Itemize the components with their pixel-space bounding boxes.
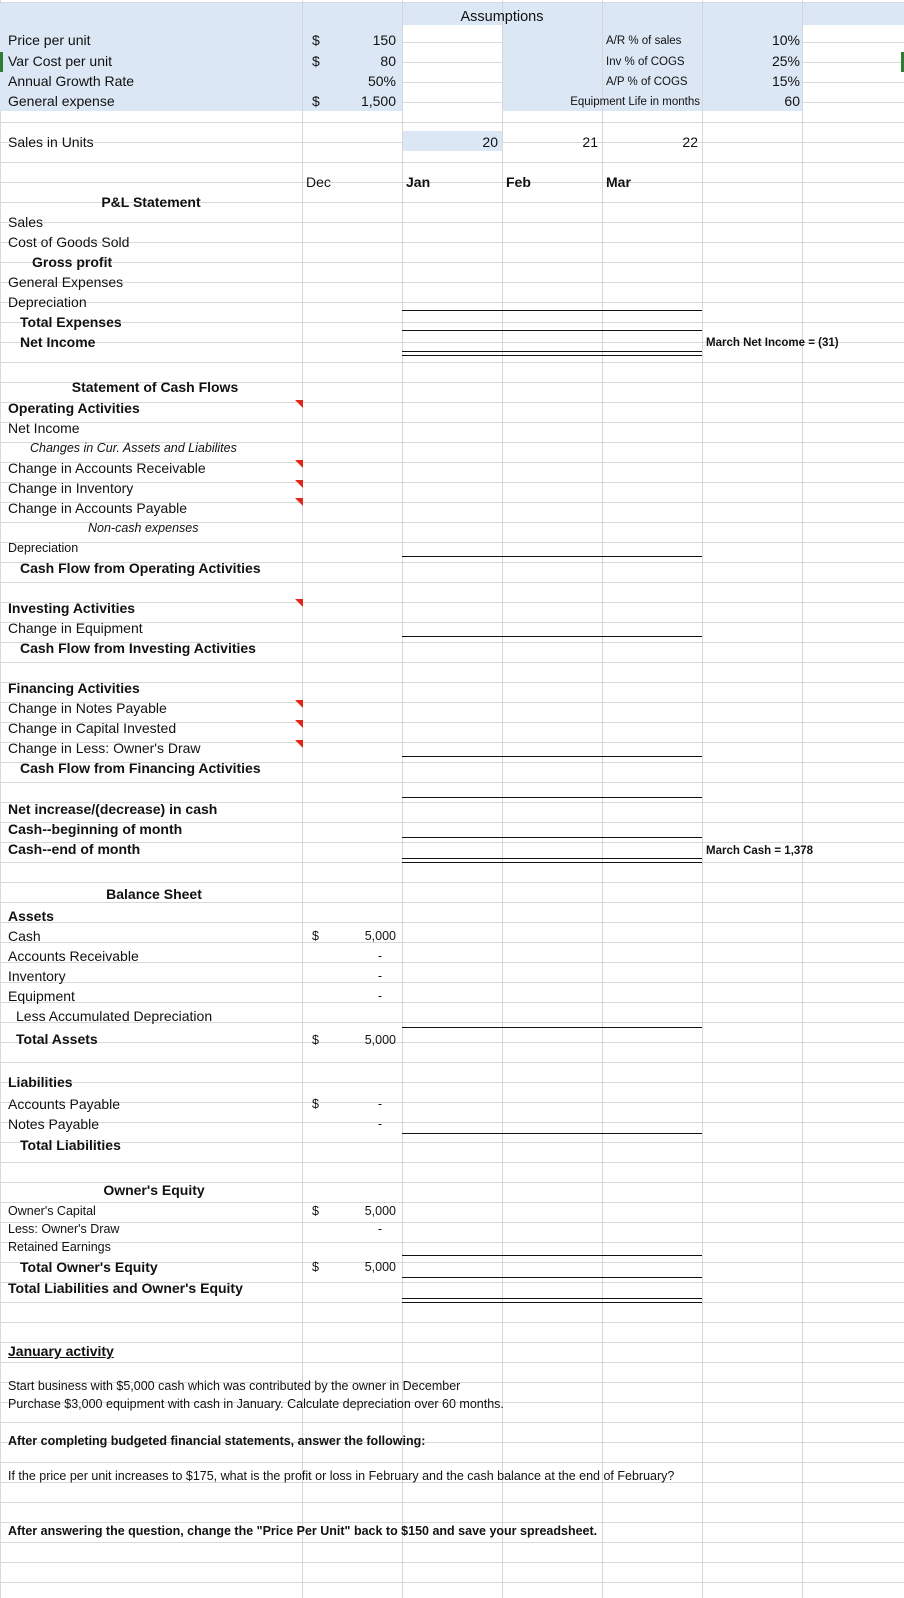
cf-cash-end: Cash--end of month (8, 841, 141, 857)
cf-operating-total: Cash Flow from Operating Activities (20, 560, 261, 576)
bs-inventory-value[interactable]: - (377, 969, 382, 983)
cf-depreciation: Depreciation (8, 541, 79, 555)
comment-marker-ap[interactable] (295, 498, 303, 506)
bs-equity-rule (402, 1255, 702, 1256)
bs-notes-value[interactable]: - (377, 1117, 382, 1131)
genexp-label: General expense (8, 93, 115, 109)
cf-net-income: Net Income (8, 420, 80, 436)
cf-change-ap: Change in Accounts Payable (8, 500, 188, 516)
bs-ar-value[interactable]: - (377, 949, 382, 963)
bs-total-assets-value[interactable]: 5,000 (364, 1033, 396, 1047)
january-activity-heading: January activity (8, 1343, 114, 1359)
price-currency: $ (312, 32, 320, 48)
pl-total-rule (402, 330, 702, 331)
pl-total-expenses: Total Expenses (20, 314, 122, 330)
bs-accum-depr-label: Less Accumulated Depreciation (16, 1008, 213, 1024)
cf-financing: Financing Activities (8, 680, 140, 696)
sales-units-label: Sales in Units (8, 134, 94, 150)
bs-le-double-rule (402, 1298, 702, 1303)
assumptions-title: Assumptions (460, 9, 544, 25)
genexp-value[interactable]: 1,500 (360, 93, 396, 109)
bs-total-equity-label: Total Owner's Equity (20, 1259, 158, 1275)
bs-assets-rule (402, 1027, 702, 1028)
sales-units-mar[interactable]: 22 (682, 134, 698, 150)
ar-pct-label: A/R % of sales (606, 35, 682, 47)
bs-total-le-label: Total Liabilities and Owner's Equity (8, 1280, 243, 1296)
cf-change-equipment: Change in Equipment (8, 620, 143, 636)
sales-units-feb[interactable]: 21 (582, 134, 598, 150)
final-instruction: After answering the question, change the "Price Per Unit" back to $150 and save your spreadsheet. (8, 1524, 598, 1538)
cf-investing: Investing Activities (8, 600, 136, 616)
pl-title: P&L Statement (101, 194, 201, 210)
bs-liabilities-rule (402, 1133, 702, 1134)
month-dec: Dec (306, 174, 331, 190)
bs-total-assets-currency: $ (312, 1033, 319, 1047)
bs-capital-value[interactable]: 5,000 (364, 1204, 396, 1218)
bs-total-assets-label: Total Assets (16, 1031, 98, 1047)
cf-change-notes: Change in Notes Payable (8, 700, 167, 716)
sales-units-jan[interactable]: 20 (482, 134, 498, 150)
month-feb: Feb (506, 174, 531, 190)
varcost-value[interactable]: 80 (380, 53, 396, 69)
cf-investing-rule (402, 636, 702, 637)
comment-marker-ar[interactable] (295, 460, 303, 468)
varcost-label: Var Cost per unit (8, 53, 113, 69)
comment-marker-draw[interactable] (295, 740, 303, 748)
comment-marker-inventory[interactable] (295, 480, 303, 488)
pl-subtotal-rule (402, 310, 702, 311)
bs-title: Balance Sheet (106, 886, 202, 902)
cf-changes-header: Changes in Cur. Assets and Liabilites (30, 441, 237, 455)
price-question: If the price per unit increases to $175, what is the profit or loss in February and the cash balance at the end of February? (8, 1469, 675, 1483)
cf-financing-total: Cash Flow from Financing Activities (20, 760, 261, 776)
equip-life-label: Equipment Life in months (570, 96, 700, 108)
march-net-income-note: March Net Income = (31) (706, 337, 839, 349)
bs-liabilities: Liabilities (8, 1074, 73, 1090)
bs-equity-title: Owner's Equity (103, 1182, 205, 1198)
cf-net-change: Net increase/(decrease) in cash (8, 801, 218, 817)
cf-financing-rule (402, 756, 702, 757)
march-cash-note: March Cash = 1,378 (706, 845, 814, 857)
bs-assets: Assets (8, 908, 54, 924)
cf-cash-begin: Cash--beginning of month (8, 821, 183, 837)
bs-equipment-label: Equipment (8, 988, 75, 1004)
cf-net-rule (402, 797, 702, 798)
cf-investing-total: Cash Flow from Investing Activities (20, 640, 256, 656)
month-jan: Jan (406, 174, 431, 190)
cf-title: Statement of Cash Flows (71, 379, 239, 395)
bs-inventory-label: Inventory (8, 968, 66, 984)
genexp-currency: $ (312, 93, 320, 109)
pl-sales: Sales (8, 214, 44, 230)
bs-cash-currency: $ (312, 929, 319, 943)
growth-value[interactable]: 50% (367, 73, 396, 89)
instruction-line-2: Purchase $3,000 equipment with cash in January. Calculate depreciation over 60 months. (8, 1397, 504, 1411)
pl-net-double-rule (402, 351, 702, 356)
bs-total-liabilities-label: Total Liabilities (20, 1137, 121, 1153)
price-value[interactable]: 150 (372, 32, 396, 48)
bs-ap-label: Accounts Payable (8, 1096, 121, 1112)
pl-net-income: Net Income (20, 334, 96, 350)
cf-change-ar: Change in Accounts Receivable (8, 460, 206, 476)
ap-pct-value[interactable]: 15% (771, 73, 800, 89)
growth-label: Annual Growth Rate (8, 73, 135, 89)
pl-cogs: Cost of Goods Sold (8, 234, 130, 250)
cf-change-draw: Change in Less: Owner's Draw (8, 740, 201, 756)
instruction-line-1: Start business with $5,000 cash which was contributed by the owner in December (8, 1379, 461, 1393)
cf-operating-rule (402, 556, 702, 557)
bs-capital-label: Owner's Capital (8, 1204, 96, 1218)
bs-draw-label: Less: Owner's Draw (8, 1222, 120, 1236)
comment-marker-capital[interactable] (295, 720, 303, 728)
bs-total-equity-currency: $ (312, 1260, 319, 1274)
equip-life-value[interactable]: 60 (784, 93, 800, 109)
cf-change-inventory: Change in Inventory (8, 480, 134, 496)
bs-ap-value[interactable]: - (377, 1097, 382, 1111)
bs-ap-currency: $ (312, 1097, 319, 1111)
bs-equity-total-rule (402, 1277, 702, 1278)
ap-pct-label: A/P % of COGS (606, 76, 688, 88)
after-completing-note: After completing budgeted financial statements, answer the following: (8, 1434, 426, 1448)
cf-cash-rule (402, 837, 702, 838)
comment-marker-operating[interactable] (295, 400, 303, 408)
bs-cash-label: Cash (8, 928, 41, 944)
bs-retained-label: Retained Earnings (8, 1240, 111, 1254)
cf-cash-double-rule (402, 858, 702, 863)
cf-operating: Operating Activities (8, 400, 140, 416)
varcost-currency: $ (312, 53, 320, 69)
price-label: Price per unit (8, 32, 91, 48)
comment-marker-investing[interactable] (295, 599, 303, 607)
bs-draw-value[interactable]: - (377, 1222, 382, 1236)
selection-marker-left (0, 52, 3, 72)
comment-marker-notes[interactable] (295, 700, 303, 708)
bs-ar-label: Accounts Receivable (8, 948, 139, 964)
bs-total-equity-value[interactable]: 5,000 (364, 1260, 396, 1274)
pl-depreciation: Depreciation (8, 294, 87, 310)
pl-general-expenses: General Expenses (8, 274, 124, 290)
cf-change-capital: Change in Capital Invested (8, 720, 177, 736)
pl-gross-profit: Gross profit (32, 254, 113, 270)
bs-notes-label: Notes Payable (8, 1116, 100, 1132)
inv-pct-value[interactable]: 25% (771, 53, 800, 69)
month-mar: Mar (606, 174, 631, 190)
inv-pct-label: Inv % of COGS (606, 56, 685, 68)
bs-capital-currency: $ (312, 1204, 319, 1218)
cf-noncash-header: Non-cash expenses (88, 521, 199, 535)
bs-cash-value[interactable]: 5,000 (364, 929, 396, 943)
ar-pct-value[interactable]: 10% (771, 32, 800, 48)
bs-equipment-value[interactable]: - (377, 989, 382, 1003)
